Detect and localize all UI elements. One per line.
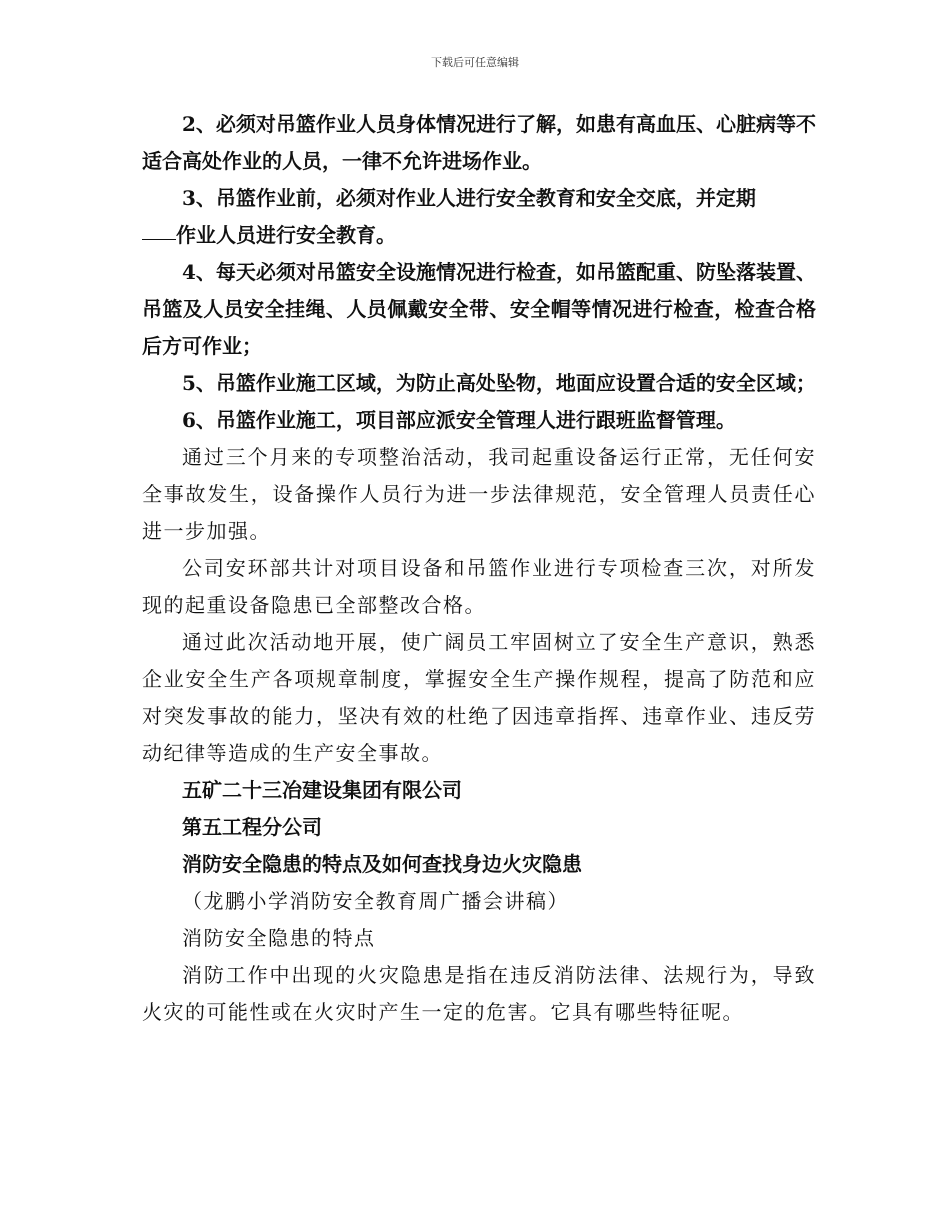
document-body [142,106,816,1031]
paragraph-summary-2: 公司安环部共计对项目设备和吊篮作业进行专项检查三次，对所发现的起重设备隐患已全部整改合格。 [142,556,816,617]
paragraph-item-6: 6、吊篮作业施工，项目部应派安全管理人进行跟班监督管理。 [182,408,736,432]
paragraph-item-3-continued [142,217,816,254]
section-heading: 消防安全隐患的特点 [182,926,376,950]
paragraph-fire-hazard: 消防工作中出现的火灾隐患是指在违反消防法律、法规行为，导致火灾的可能性或在火灾时产生一定的危害。它具有哪些特征呢。 [142,963,816,1024]
page-header: 下载后可任意编辑 [431,56,519,69]
signature-branch: 第五工程分公司 [182,815,322,839]
fill-in-blank [142,238,176,240]
signature-company: 五矿二十三冶建设集团有限公司 [182,778,462,802]
paragraph-item-5: 5、吊篮作业施工区域，为防止高处坠物，地面应设置合适的安全区域； [182,371,816,395]
paragraph-summary-3: 通过此次活动地开展，使广阔员工牢固树立了安全生产意识，熟悉企业安全生产各项规章制度，掌握安全生产操作规程，提高了防范和应对突发事故的能力，坚决有效的杜绝了因违章指挥、违章作业、违反劳动纪律等造成的生产安全事故。 [142,630,816,765]
article-title: 消防安全隐患的特点及如何查找身边火灾隐患 [182,852,582,876]
article-subtitle: （龙鹏小学消防安全教育周广播会讲稿） [182,889,569,913]
paragraph-item-4: 4、每天必须对吊篮安全设施情况进行检查，如吊篮配重、防坠落装置、吊篮及人员安全挂绳、人员佩戴安全带、安全帽等情况进行检查，检查合格后方可作业； [142,260,816,358]
paragraph-item-3: 3、吊篮作业前，必须对作业人进行安全教育和安全交底，并定期 [182,186,756,210]
paragraph-summary-1: 通过三个月来的专项整治活动，我司起重设备运行正常，无任何安全事故发生，设备操作人员行为进一步法律规范，安全管理人员责任心进一步加强。 [142,445,816,543]
paragraph-item-3-tail: 作业人员进行安全教育。 [176,223,396,247]
paragraph-item-2: 2、必须对吊篮作业人员身体情况进行了解，如患有高血压、心脏病等不适合高处作业的人员，一律不允许进场作业。 [142,112,816,173]
